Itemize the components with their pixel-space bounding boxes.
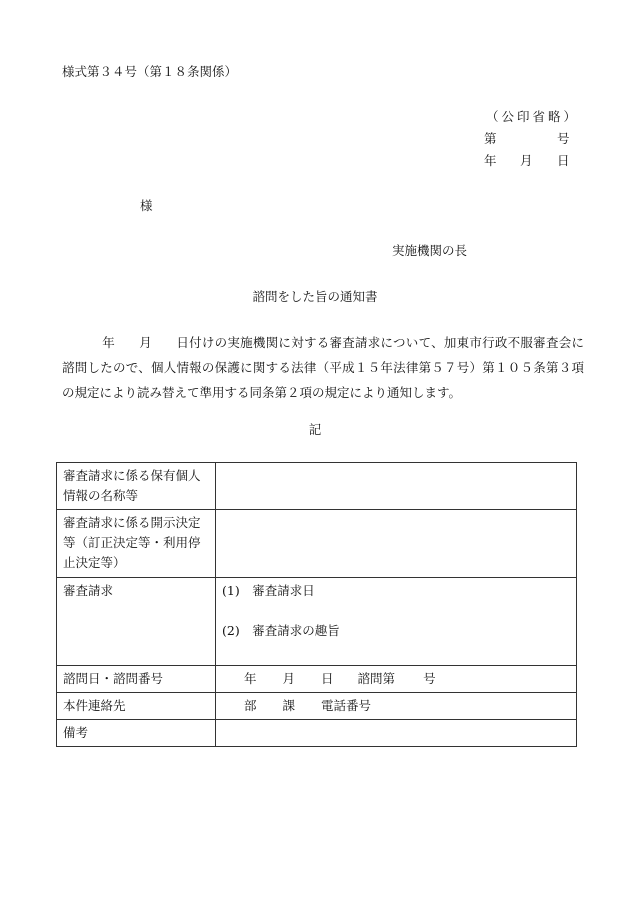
review-request-date: (1) 審査請求日 [222, 583, 315, 598]
row-label-info-name: 審査請求に係る保有個人情報の名称等 [57, 463, 216, 510]
seal-omitted-note: （公印省略） [486, 109, 580, 124]
body-text [62, 330, 584, 405]
row-label-contact: 本件連絡先 [57, 693, 216, 720]
inquiry-year: 年 [244, 671, 257, 686]
form-number: 様式第３４号（第１８条関係） [62, 64, 238, 79]
contact-section: 課 [282, 698, 296, 713]
row-value-review-request[interactable] [216, 578, 577, 666]
table-row [57, 666, 577, 693]
inquiry-number-suffix: 号 [423, 671, 436, 686]
date-day: 日 [557, 153, 570, 168]
sender-name: 実施機関の長 [392, 243, 468, 258]
date-year: 年 [484, 153, 497, 168]
date-month: 月 [520, 153, 533, 168]
body-line-1 [62, 330, 584, 355]
row-value-contact[interactable] [216, 693, 577, 720]
doc-number-suffix: 号 [557, 131, 570, 146]
row-value-remarks[interactable] [216, 720, 577, 747]
inquiry-number-prefix: 諮問第 [357, 671, 396, 686]
inquiry-month: 月 [282, 671, 296, 686]
ki-heading: 記 [308, 422, 322, 437]
body-line-3: の規定により読み替えて準用する同条第２項の規定により通知します。 [62, 385, 462, 400]
row-label-remarks: 備考 [57, 720, 216, 747]
notice-table [56, 462, 577, 747]
body-year: 年 [102, 335, 116, 350]
row-label-review-request: 審査請求 [57, 578, 216, 666]
doc-number-prefix: 第 [484, 131, 497, 146]
document-title: 諮問をした旨の通知書 [252, 289, 378, 304]
body-line-1-text: 日付けの実施機関に対する審査請求について、加東市行政不服審査会に [176, 335, 584, 350]
table-row [57, 693, 577, 720]
contact-phone: 電話番号 [321, 698, 372, 713]
contact-department: 部 [244, 698, 257, 713]
table-row [57, 720, 577, 747]
inquiry-day: 日 [321, 671, 334, 686]
table-row [57, 578, 577, 666]
row-value-disclosure-decision[interactable] [216, 510, 577, 578]
body-line-2: 諮問したので、個人情報の保護に関する法律（平成１５年法律第５７号）第１０５条第３項 [62, 360, 584, 375]
addressee-honorific: 様 [140, 198, 153, 213]
row-value-info-name[interactable] [216, 463, 577, 510]
table-row [57, 463, 577, 510]
review-request-purpose: (2) 審査請求の趣旨 [222, 623, 340, 638]
row-value-inquiry-date-number[interactable] [216, 666, 577, 693]
row-label-disclosure-decision: 審査請求に係る開示決定等（訂正決定等・利用停止決定等） [57, 510, 216, 578]
body-month: 月 [139, 335, 153, 350]
table-row [57, 510, 577, 578]
row-label-inquiry-date-number: 諮問日・諮問番号 [57, 666, 216, 693]
